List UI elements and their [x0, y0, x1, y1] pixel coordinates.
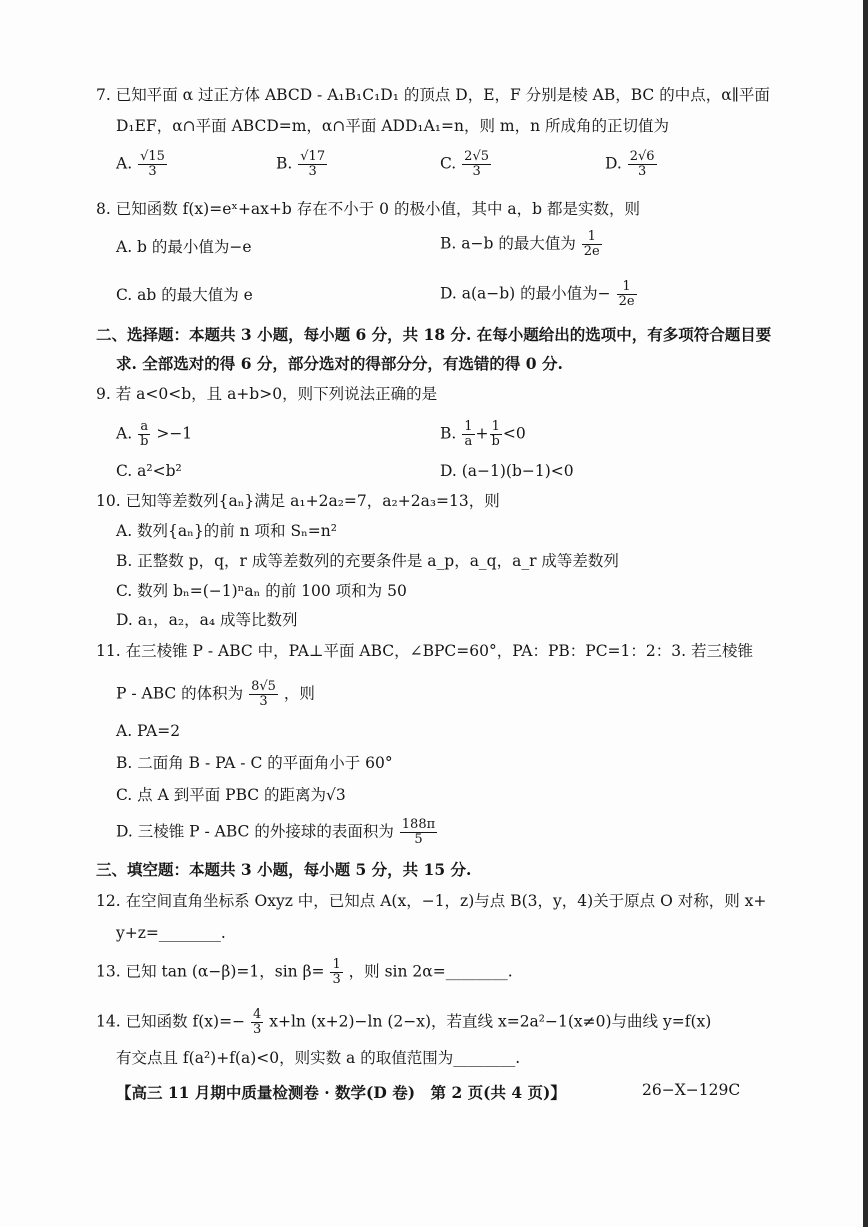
q8-option-d-text: D. a(a−b) 的最小值为−	[440, 284, 611, 303]
q14-stem-line2: 有交点且 f(a²)+f(a)<0，则实数 a 的取值范围为________.	[116, 1049, 521, 1067]
q7-option-b-label: B.	[276, 154, 293, 173]
footer-title: 【高三 11 月期中质量检测卷 · 数学(D 卷) 第 2 页(共 4 页)】	[116, 1083, 566, 1102]
q8-stem: 8. 已知函数 f(x)=eˣ+ax+b 存在不小于 0 的极小值，其中 a，b 都是实数，则	[96, 200, 640, 218]
q7-option-b	[276, 150, 328, 179]
q9-option-a-fraction: $\frac{a}{b}$	[140, 419, 149, 449]
q13-stem	[96, 958, 513, 987]
q10-option-c: C. 数列 bₙ=(−1)ⁿaₙ 的前 100 项和为 50	[116, 582, 407, 600]
q7-option-c	[440, 150, 492, 179]
q9-option-b-fraction2: $\frac{1}{b}$	[491, 419, 500, 449]
q11-option-d-text: D. 三棱锥 P - ABC 的外接球的表面积为	[116, 822, 394, 841]
q11-option-b: B. 二面角 B - PA - C 的平面角小于 60°	[116, 754, 393, 772]
q8-option-b-fraction: $\frac{1}{2e}$	[583, 229, 600, 259]
q13-stem-suffix: ，则 sin 2α=________.	[348, 962, 513, 981]
q9-option-b-label: B.	[440, 424, 457, 443]
q9-option-b-plus: +	[475, 424, 489, 443]
q9-stem: 9. 若 a<0<b，且 a+b>0，则下列说法正确的是	[96, 385, 438, 403]
q9-option-b	[440, 420, 526, 449]
q14-stem-text: 14. 已知函数 f(x)=−	[96, 1012, 246, 1031]
q9-option-c: C. a²<b²	[116, 462, 182, 480]
q11-stem-line2	[116, 680, 315, 709]
q11-stem-line2-text: P - ABC 的体积为	[116, 684, 244, 703]
q9-option-a	[116, 420, 192, 449]
q9-option-b-fraction1: $\frac{1}{a}$	[464, 419, 473, 449]
q12-stem-line2: y+z=________.	[116, 924, 226, 942]
q7-option-d-fraction: $\frac{2√6}{3}$	[629, 149, 655, 179]
q11-option-d-fraction: $\frac{188\pi}{5}$	[401, 817, 436, 847]
q8-option-d-fraction: $\frac{1}{2e}$	[618, 279, 635, 309]
q8-option-a: A. b 的最小值为−e	[116, 238, 252, 256]
q14-stem-line1	[96, 1008, 711, 1037]
q8-option-b	[440, 230, 603, 259]
q7-stem-line1: 7. 已知平面 α 过正方体 ABCD - A₁B₁C₁D₁ 的顶点 D，E，F 分别是棱 AB，BC 的中点，α∥平面	[96, 86, 770, 104]
q8-option-b-text: B. a−b 的最大值为	[440, 234, 576, 253]
q13-stem-text: 13. 已知 tan (α−β)=1，sin β=	[96, 962, 325, 981]
section2-heading-line2: 求. 全部选对的得 6 分，部分选对的得部分分，有选错的得 0 分.	[116, 354, 563, 373]
section3-heading: 三、填空题：本题共 3 小题，每小题 5 分，共 15 分.	[96, 860, 472, 879]
q9-option-a-label: A.	[116, 424, 133, 443]
q7-stem-line2: D₁EF，α∩平面 ABCD=m，α∩平面 ADD₁A₁=n，则 m，n 所成角的正切值为	[116, 117, 669, 135]
q13-fraction: $\frac{1}{3}$	[332, 957, 341, 987]
q7-option-b-fraction: $\frac{√17}{3}$	[300, 149, 326, 179]
q14-fraction: $\frac{4}{3}$	[253, 1007, 262, 1037]
q7-option-d-label: D.	[605, 154, 622, 173]
q11-option-c: C. 点 A 到平面 PBC 的距离为√3	[116, 786, 346, 804]
q9-option-a-suffix: >−1	[156, 424, 193, 443]
q12-stem-line1: 12. 在空间直角坐标系 Oxyz 中，已知点 A(x，−1，z)与点 B(3，y，4)关于原点 O 对称，则 x+	[96, 892, 767, 910]
q10-stem: 10. 已知等差数列{aₙ}满足 a₁+2a₂=7，a₂+2a₃=13，则	[96, 492, 500, 510]
q11-volume-fraction: $\frac{8√5}{3}$	[251, 679, 276, 709]
q9-option-b-suffix: <0	[502, 424, 526, 443]
q11-option-a: A. PA=2	[116, 722, 181, 740]
section2-heading-line1: 二、选择题：本题共 3 小题，每小题 6 分，共 18 分. 在每小题给出的选项中，有多项符合题目要	[96, 325, 772, 344]
q7-option-a-label: A.	[116, 154, 133, 173]
q11-option-d	[116, 818, 438, 847]
q7-option-a-fraction: $\frac{√15}{3}$	[140, 149, 165, 179]
q11-stem-line1: 11. 在三棱锥 P - ABC 中，PA⊥平面 ABC，∠BPC=60°，PA：PB：PC=1：2：3. 若三棱锥	[96, 642, 753, 660]
q10-option-b: B. 正整数 p，q，r 成等差数列的充要条件是 a_p，a_q，a_r 成等差数列	[116, 552, 619, 570]
q9-option-d: D. (a−1)(b−1)<0	[440, 462, 574, 480]
q7-option-a	[116, 150, 168, 179]
q7-option-d	[605, 150, 658, 179]
q10-option-d: D. a₁，a₂，a₄ 成等比数列	[116, 611, 298, 629]
q10-option-a: A. 数列{aₙ}的前 n 项和 Sₙ=n²	[116, 522, 337, 540]
q8-option-c: C. ab 的最大值为 e	[116, 286, 253, 304]
q7-option-c-label: C.	[440, 154, 457, 173]
q14-stem-suffix: x+ln (x+2)−ln (2−x)，若直线 x=2a²−1(x≠0)与曲线 y=f(x)	[269, 1012, 712, 1031]
q11-stem-line2-suffix: ，则	[283, 684, 315, 703]
q7-option-c-fraction: $\frac{2√5}{3}$	[464, 149, 489, 179]
q8-option-d	[440, 280, 638, 309]
footer-code: 26−X−129C	[642, 1081, 741, 1099]
